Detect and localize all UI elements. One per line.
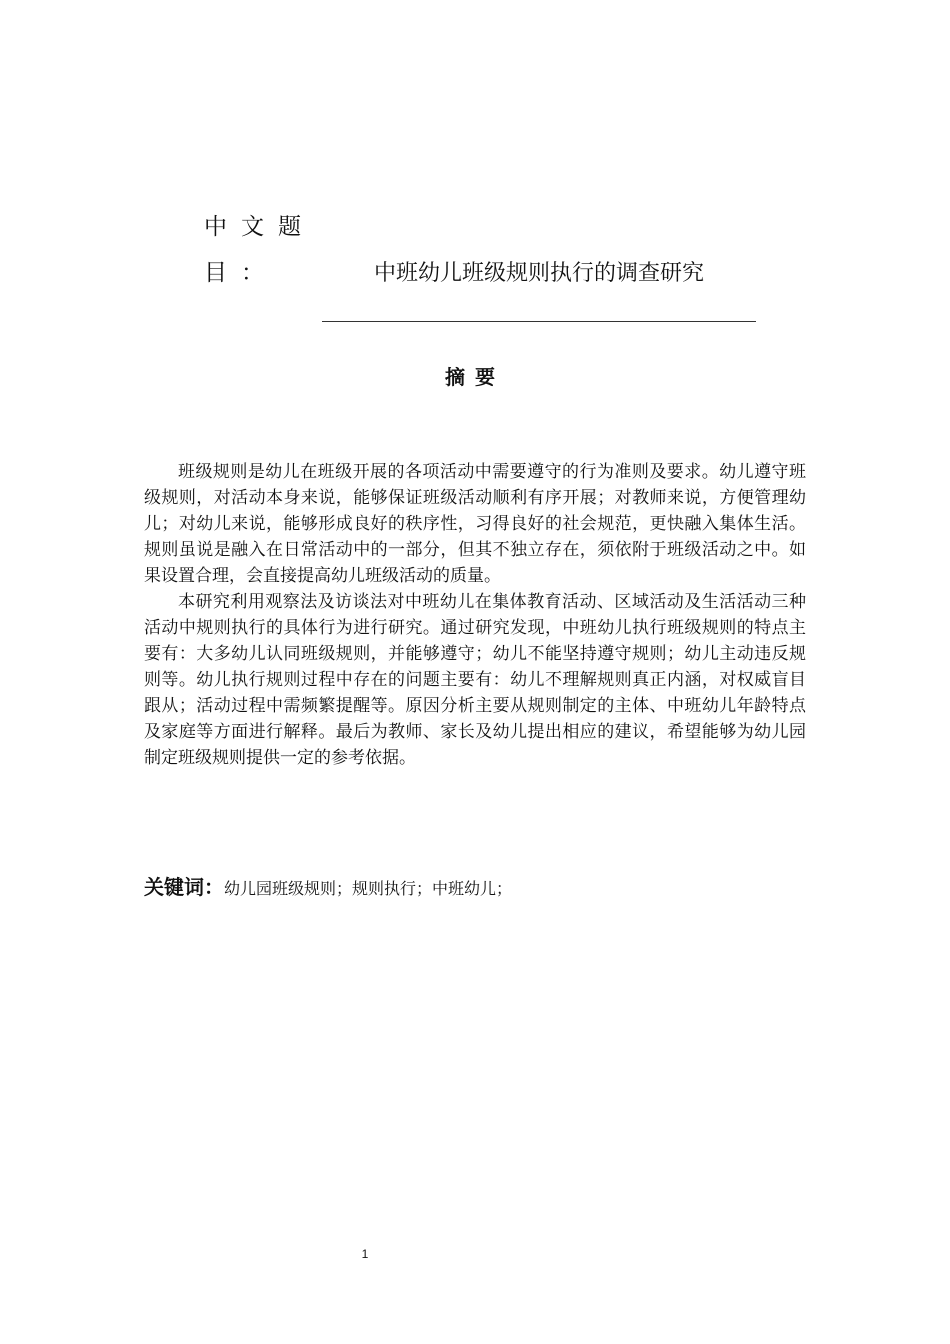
abstract-paragraph-1: 班级规则是幼儿在班级开展的各项活动中需要遵守的行为准则及要求。幼儿遵守班级规则，对活动本身来说，能够保证班级活动顺利有序开展；对教师来说，方便管理幼儿；对幼儿来说，能够形成良好的秩序性，习得良好的社会规范，更快融入集体生活。规则虽说是融入在日常活动中的一部分，但其不独立存在，须依附于班级活动之中。如果设置合理，会直接提高幼儿班级活动的质量。 xyxy=(144,462,806,586)
thesis-title: 中班幼儿班级规则执行的调查研究 xyxy=(373,261,704,286)
keywords-value: 幼儿园班级规则；规则执行；中班幼儿； xyxy=(224,879,513,898)
abstract-body xyxy=(144,459,806,771)
keywords-line xyxy=(144,871,806,905)
keywords-label: 关键词： xyxy=(144,875,224,899)
title-label: 中文题目： xyxy=(204,214,315,286)
abstract-paragraph-2: 本研究利用观察法及访谈法对中班幼儿在集体教育活动、区域活动及生活活动三种活动中规则执行的具体行为进行研究。通过研究发现，中班幼儿执行班级规则的特点主要有：大多幼儿认同班级规则，并能够遵守；幼儿不能坚持遵守规则；幼儿主动违反规则等。幼儿执行规则过程中存在的问题主要有：幼儿不理解规则真正内涵，对权威盲目跟从；活动过程中需频繁提醒等。原因分析主要从规则制定的主体、中班幼儿年龄特点及家庭等方面进行解释。最后为教师、家长及幼儿提出相应的建议，希望能够为幼儿园制定班级规则提供一定的参考依据。 xyxy=(144,592,806,768)
abstract-heading: 摘要 xyxy=(445,365,505,389)
title-underline xyxy=(322,321,756,322)
page-number: 1 xyxy=(361,1247,369,1261)
